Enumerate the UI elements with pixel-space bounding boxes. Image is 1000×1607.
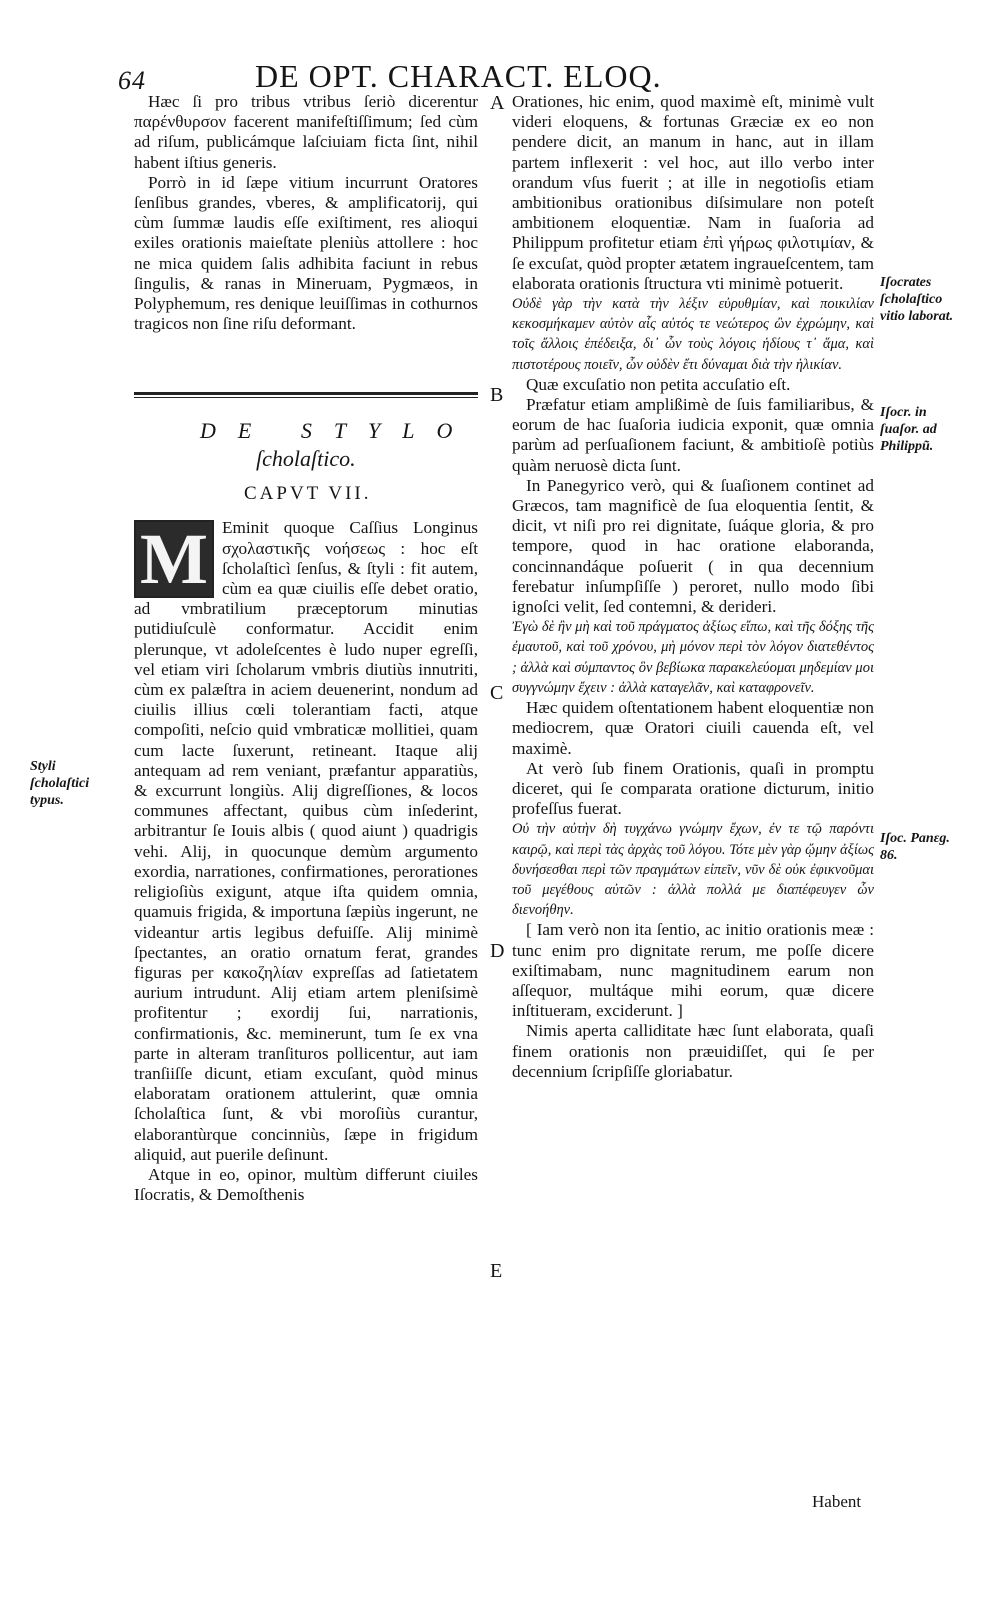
section-letter-d: D: [490, 940, 505, 962]
margin-note-isocr-reference: Iſocr. in ſuaſor. ad Philippũ.: [880, 405, 937, 454]
chapter-heading: CAPVT VII.: [244, 483, 372, 505]
margin-note-stylus: Styli ſcholaſtici typus.: [30, 759, 90, 808]
greek-quotation: Ἐγὼ δὲ ἢν μὴ καὶ τοῦ πράγματος ἀξίως εἴπω, καὶ τῆς δόξης τῆς ἐμαυτοῦ, καὶ τοῦ χρόνου, μὴ μόνον περὶ τὸν λόγον διατεθέντος ; ἀλλὰ καὶ σύμπαντος ὃν βεβίωκα παρακελεύομαι μηδεμίαν μοι συγγνώμην ἔχειν : ἀλλὰ καταγελᾶν, καὶ καταφρονεῖν.: [512, 619, 874, 696]
chapter-opening: [134, 518, 478, 1165]
margin-note-isocrates: Iſocrates ſcholaſtico vitio laborat.: [880, 275, 954, 324]
left-column: [134, 92, 478, 1205]
decorated-initial: M: [134, 520, 214, 598]
section-letter-a: A: [490, 92, 505, 114]
paragraph: Eminit quoque Caſſius Longinus σχολαστικῆς νοήσεως : hoc eſt ſcholaſticì ſenſus, & ſtyli : fit autem, cùm ea quæ ciuilis eſſe debet oratio, ad vmbratilium præceptorum minutias putidiuſculè conformatur. Accidit enim plerunque, vt adoleſcentes è ludo nuper egreſſi, vel etiam viri ſcholarum vmbris diutiùs innutriti, cùm ex palæſtra in aciem deuenerint, nondum ad ciuilis illius cœli tolerantiam facti, atque compoſiti, neſcio quid vmbraticæ mollitiei, quam cum lacte ſuxerunt, retineant. Itaque alij antequam ad rem veniant, præfantur apparatiùs, & excurrunt longiùs. Alij digreſſiones, & locos communes affectant, quibus cùm inſederint, arbitrantur ſe Iouis albis ( quod aiunt ) quadrigis vehi. Alij, in quocunque demùm argumento exordia, narrationes, confirmationes, perorationes religioſiùs exigunt, atque iſta quidem omnia, quamuis frigida, & importuna ſæpiùs ingerunt, ne videantur artis legibus defuiſſe. Alij minimè ſpectantes, an oratio ornatum ferat, grandes figuras per κακοζηλίαν expreſſas ad ſatietatem aurium intrudunt. Alij etiam artem pleniſsimè profitentur ; exordij ſui, narrationis, confirmationis, &c. meminerunt, tum ſe ex vna parte in alteram tranſituros pollicentur, aut iam tranſiiſſe dicunt, etiam excuſant, quòd minus elaboratam orationem attulerint, quæ omnia ſcholaſtica ſunt, & vbi moroſiùs curantur, elaborantùrque concinniùs, ſæpe in frigidum aliquid, aut puerile deſinunt.: [134, 518, 478, 1164]
section-title: DE STYLO: [200, 418, 475, 444]
paragraph: Quæ excuſatio non petita accuſatio eſt.: [526, 374, 791, 394]
paragraph: At verò ſub finem Orationis, quaſi in promptu diceret, qui ſe comparata oratione dicturum, initio profeſſus fuerat.: [512, 758, 874, 819]
paragraph: Atque in eo, opinor, multùm differunt ciuiles Iſocratis, & Demoſthenis: [134, 1164, 478, 1205]
paragraph: Hæc ſi pro tribus vtribus ſeriò dicerentur παρένθυρσον facerent manifeſtiſſimum; ſed cùm ad riſum, publicámque laſciuiam ficta ſint, nihil habent iſtius generis.: [134, 92, 478, 172]
right-column: [512, 92, 874, 1082]
section-letter-c: C: [490, 682, 504, 704]
greek-quotation: Οὐδὲ γὰρ τὴν κατὰ τὴν λέξιν εὐρυθμίαν, καὶ ποικιλίαν κεκοσμήκαμεν αὐτὸν αἷς αὐτός τε νεώτερος ὢν ἐχρώμην, καὶ τοῖς ἄλλοις ἐπέδειξα, δι᾽ ὧν τοὺς λόγοις ἡδίους τ᾽ ἅμα, καὶ πιστοτέρους ποιεῖν, ὧν οὐδὲν ἔτι δύναμαι διὰ τὴν ἡλικίαν.: [512, 296, 874, 373]
paragraph: Nimis aperta calliditate hæc ſunt elaborata, quaſi finem orationis non præuidiſſet, qui ſe per decennium ſcripſiſſe gloriabatur.: [512, 1021, 874, 1081]
paragraph: Orationes, hic enim, quod maximè eſt, minimè vult videri eloquens, & fortunas Græciæ ex eo non pendere dicit, an manum in hanc, aut in illam partem inflexerit : vel hoc, aut illo verbo inter orandum vſus fuerit ; at ille in negotioſis etiam ambitionibus orationibus diſsimulare non poteſt ambitionem eloquentiæ. Nam in ſuaſoria ad Philippum profitetur etiam ἐπὶ γήρως φιλοτιμίαν, & ſe excuſat, quòd propter ætatem ingraueſcentem, tam elaborata orationis ſtructura vti minimè potuerit.: [512, 92, 874, 293]
catchword: Habent: [812, 1492, 862, 1511]
paragraph: Hæc quidem oſtentationem habent eloquentiæ non mediocrem, quæ Oratori ciuili cauenda eſt, vel maximè.: [512, 698, 874, 758]
paragraph: Porrò in id ſæpe vitium incurrunt Oratores ſenſibus grandes, vberes, & amplificatorij, qui cùm ſummæ laudis eſſe exiſtiment, res alioqui exiles orationis maieſtate pleniùs attollere : hoc ne mica quidem ſalis adhibita faciunt in rebus ſingulis, & ranas in Mineruam, Pygmæos, in Polyphemum, res denique leuiſſimas in cothurnos tragicos non ſine riſu deformant.: [134, 172, 478, 334]
paragraph: [ Iam verò non ita ſentio, ac initio orationis meæ : tunc enim pro dignitate rerum, me poſſe dicere exiſtimabam, nunc magnitudinem earum non aſſequor, multáque mihi eorum, quæ dicere inſtitueram, exciderunt. ]: [512, 920, 874, 1021]
section-letter-b: B: [490, 384, 504, 406]
page-number: 64: [118, 66, 146, 95]
paragraph: In Panegyrico verò, qui & ſuaſionem continet ad Græcos, tam magnificè de ſua eloquentia ſentit, & dicit, vt niſi pro rei dignitate, ſuáque gloria, & pro tempore, quod in hac oratione elaboranda, concinnandáque poſuerit ( in qua decennium ferebatur inſumpſiſſe ) peroret, nullo modo ſibi ignoſci velit, ſed contemni, & derideri.: [512, 475, 874, 617]
running-title: DE OPT. CHARACT. ELOQ.: [255, 58, 662, 94]
paragraph: Præfatur etiam amplißimè de ſuis familiaribus, & eorum de hac ſuaſoria iudicia exponit, quæ omnia parùm ad perſuaſionem faciunt, & ambitioſè potiùs quàm neruosè dicta ſunt.: [512, 395, 874, 475]
section-subtitle: ſcholaſtico.: [256, 446, 356, 472]
margin-note-panegyric: Iſoc. Panεg. 86.: [880, 831, 950, 863]
section-divider: [134, 392, 478, 398]
section-letter-e: E: [490, 1260, 503, 1282]
greek-quotation: Οὐ τὴν αὐτὴν δὴ τυγχάνω γνώμην ἔχων, ἐν τε τῷ παρόντι καιρῷ, καὶ περὶ τὰς ἀρχὰς τοῦ λόγου. Τότε μὲν γὰρ ᾤμην ἀξίως δυνήσεσθαι περὶ τῶν πραγμάτων εἰπεῖν, νῦν δὲ οὐκ ἐφικνοῦμαι τοῦ μεγέθους αὐτῶν : ἀλλὰ πολλά με διαπέφευγεν ὧν διενοήθην.: [512, 821, 874, 919]
